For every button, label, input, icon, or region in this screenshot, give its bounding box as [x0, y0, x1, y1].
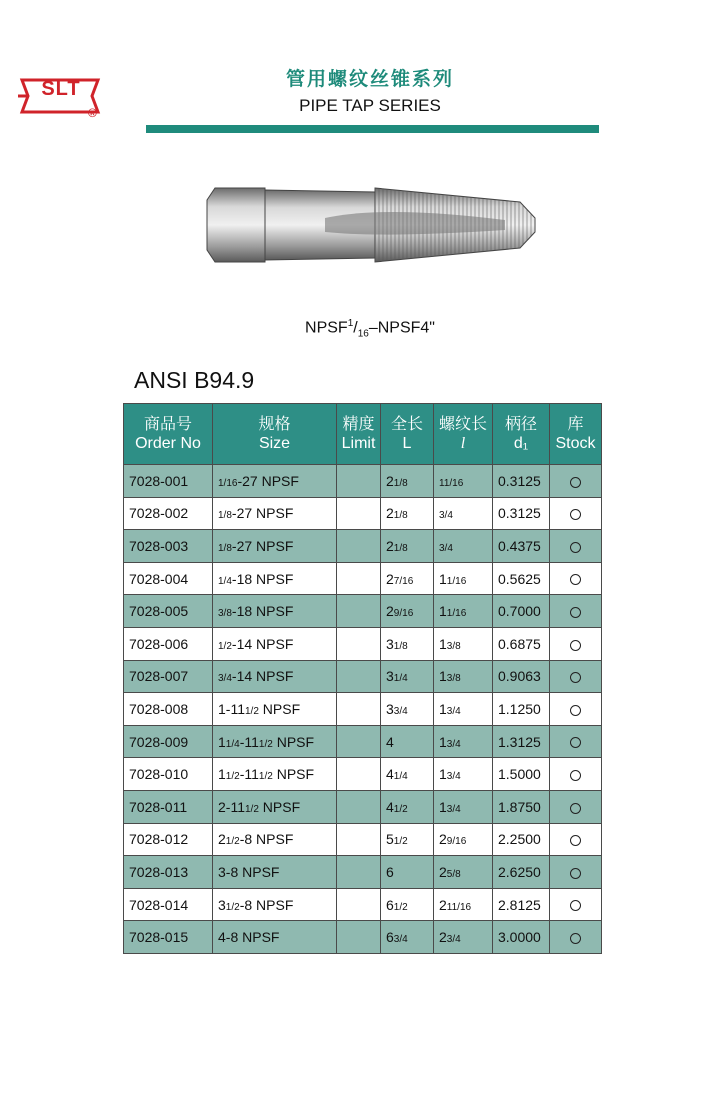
order-no-cell: 7028-002 [124, 497, 213, 530]
cell-text: -27 NPSF [231, 537, 294, 554]
column-header-cn: 商品号 [143, 414, 192, 433]
cell-text: 3/4 [446, 738, 461, 750]
table-row [124, 790, 602, 823]
cell-text: 3/4 [446, 803, 461, 815]
page-title-en: PIPE TAP SERIES [299, 96, 441, 115]
cell-text: 1 [439, 798, 447, 815]
cell-text: 1-11 [218, 700, 245, 717]
stock-cell [550, 660, 602, 693]
cell-text: NPSF [272, 766, 315, 783]
cell-text: 1/16 [446, 608, 467, 620]
column-header [550, 404, 602, 465]
limit-cell [337, 725, 381, 758]
table-row [124, 530, 602, 563]
thread-length-cell [434, 627, 493, 660]
limit-cell [337, 921, 381, 954]
column-header [124, 404, 213, 465]
stock-circle-icon [570, 803, 581, 814]
order-no-cell: 7028-007 [124, 660, 213, 693]
stock-cell [550, 790, 602, 823]
size-cell [213, 497, 337, 530]
overall-length-cell [381, 530, 434, 563]
stock-cell [550, 758, 602, 791]
cell-text: 1/4 [225, 738, 240, 750]
table-row [124, 497, 602, 530]
overall-length-cell [381, 921, 434, 954]
cell-text: -8 NPSF [239, 831, 294, 848]
stock-circle-icon [570, 640, 581, 651]
thread-length-cell [434, 856, 493, 889]
cell-text: 3/4 [393, 705, 408, 717]
overall-length-cell [381, 758, 434, 791]
page-title-cn: 管用螺纹丝锥系列 [285, 68, 454, 90]
size-cell [213, 921, 337, 954]
cell-text: 3/4 [446, 934, 461, 946]
table-row [124, 725, 602, 758]
cell-text: 1 [439, 635, 447, 652]
cell-text: NPSF [272, 733, 315, 750]
cell-text: 1 [439, 668, 447, 685]
stock-circle-icon [570, 509, 581, 520]
cell-text: 3 [386, 668, 394, 685]
overall-length-cell [381, 856, 434, 889]
cell-text: 1/8 [393, 542, 408, 554]
cell-text: 1/2 [393, 901, 408, 913]
cell-text: 2 [439, 863, 447, 880]
limit-cell [337, 856, 381, 889]
stock-circle-icon [570, 705, 581, 716]
cell-text: 2 [439, 929, 447, 946]
shank-diameter-cell: 0.6875 [493, 627, 550, 660]
table-body [124, 465, 602, 954]
shank-diameter-cell: 1.1250 [493, 693, 550, 726]
column-header-en: Order No [135, 435, 201, 452]
size-cell [213, 693, 337, 726]
size-cell [213, 823, 337, 856]
limit-cell [337, 530, 381, 563]
cell-text: 1/2 [218, 640, 232, 652]
column-header-cn: 全长 [390, 414, 423, 433]
table-row [124, 921, 602, 954]
size-cell [213, 465, 337, 498]
shank-diameter-cell: 0.4375 [493, 530, 550, 563]
stock-circle-icon [570, 835, 581, 846]
size-cell [213, 562, 337, 595]
size-cell [213, 758, 337, 791]
column-header-en: d₁ [513, 435, 529, 452]
order-no-cell: 7028-003 [124, 530, 213, 563]
column-header [493, 404, 550, 465]
cell-text: 7/16 [393, 575, 414, 587]
column-header-en: Limit [341, 435, 376, 452]
cell-text: 6 [386, 896, 394, 913]
cell-text: -27 NPSF [237, 472, 299, 489]
cell-text: NPSF [258, 700, 301, 717]
stock-circle-icon [570, 672, 581, 683]
limit-cell [337, 595, 381, 628]
thread-length-cell [434, 888, 493, 921]
cell-text: 1 [439, 603, 447, 620]
order-no-cell: 7028-009 [124, 725, 213, 758]
stock-cell [550, 465, 602, 498]
cell-text: 1/2 [225, 836, 240, 848]
shank-diameter-cell: 2.8125 [493, 888, 550, 921]
overall-length-cell [381, 627, 434, 660]
cell-text: -11 [239, 766, 259, 783]
limit-cell [337, 790, 381, 823]
overall-length-cell [381, 790, 434, 823]
cell-text: -18 NPSF [231, 570, 294, 587]
cell-text: -11 [239, 733, 259, 750]
shank-diameter-cell: 0.3125 [493, 497, 550, 530]
cell-text: 9/16 [446, 836, 467, 848]
cell-text: 1 [439, 700, 447, 717]
thread-length-cell [434, 497, 493, 530]
column-header [434, 404, 493, 465]
thread-length-cell [434, 465, 493, 498]
table-row [124, 562, 602, 595]
overall-length-cell [381, 823, 434, 856]
cell-text: 3/8 [446, 640, 461, 652]
size-cell [213, 790, 337, 823]
cell-text: 1/2 [244, 803, 259, 815]
thread-length-cell [434, 823, 493, 856]
table-row [124, 758, 602, 791]
logo-text: SLT [41, 78, 81, 100]
thread-length-cell [434, 921, 493, 954]
cell-text: 1/2 [258, 738, 273, 750]
cell-text: 1/8 [218, 542, 232, 554]
cell-text: 1/4 [218, 575, 232, 587]
cell-text: 2 [439, 831, 447, 848]
cell-text: 3/4 [439, 510, 453, 522]
cell-text: 3 [218, 896, 226, 913]
thread-length-cell [434, 562, 493, 595]
size-cell [213, 856, 337, 889]
size-cell [213, 725, 337, 758]
cell-text: 1 [218, 733, 226, 750]
table-header-row [124, 404, 602, 465]
column-header [337, 404, 381, 465]
cell-text: 1/16 [446, 575, 467, 587]
order-no-cell: 7028-014 [124, 888, 213, 921]
thread-length-cell [434, 790, 493, 823]
cell-text: 9/16 [393, 608, 414, 620]
cell-text: -14 NPSF [231, 668, 294, 685]
order-no-cell: 7028-004 [124, 562, 213, 595]
cell-text: 3/4 [393, 934, 408, 946]
order-no-cell: 7028-013 [124, 856, 213, 889]
stock-cell [550, 530, 602, 563]
cell-text: NPSF [258, 798, 301, 815]
cell-text: 1/2 [258, 771, 273, 783]
column-header-cn: 精度 [342, 414, 375, 433]
cell-text: 2 [218, 831, 226, 848]
pipe-tap-image [205, 180, 545, 275]
cell-text: 4 [386, 766, 394, 783]
cell-text: 2 [439, 896, 447, 913]
thread-length-cell [434, 758, 493, 791]
table-row [124, 856, 602, 889]
table-row [124, 660, 602, 693]
table-row [124, 627, 602, 660]
shank-diameter-cell: 0.7000 [493, 595, 550, 628]
limit-cell [337, 660, 381, 693]
column-header-cn: 规格 [258, 414, 291, 433]
table-row [124, 595, 602, 628]
column-header-cn: 库 [567, 414, 584, 433]
cell-text: 1/4 [393, 771, 408, 783]
stock-cell [550, 888, 602, 921]
stock-cell [550, 497, 602, 530]
thread-length-cell [434, 595, 493, 628]
limit-cell [337, 497, 381, 530]
cell-text: 3/8 [218, 608, 232, 620]
overall-length-cell [381, 693, 434, 726]
column-header-cn: 柄径 [504, 414, 537, 433]
cell-text: 1/2 [393, 836, 408, 848]
shank-diameter-cell: 2.2500 [493, 823, 550, 856]
order-no-cell: 7028-008 [124, 693, 213, 726]
cell-text: 1/4 [393, 673, 408, 685]
stock-circle-icon [570, 900, 581, 911]
stock-circle-icon [570, 933, 581, 944]
caption-end: –NPSF4" [368, 319, 435, 337]
cell-text: 3 [386, 635, 394, 652]
title-divider [146, 125, 599, 133]
size-cell [213, 530, 337, 563]
shank-diameter-cell: 1.8750 [493, 790, 550, 823]
cell-text: 1 [218, 766, 226, 783]
caption-slash: / [353, 319, 358, 337]
cell-text: 11/16 [439, 477, 464, 489]
stock-circle-icon [570, 607, 581, 618]
cell-text: 1/2 [393, 803, 408, 815]
cell-text: 4 [386, 798, 394, 815]
cell-text: 3/4 [446, 705, 461, 717]
limit-cell [337, 758, 381, 791]
product-range-caption [160, 318, 580, 340]
cell-text: -18 NPSF [231, 603, 294, 620]
column-header [381, 404, 434, 465]
thread-length-cell [434, 660, 493, 693]
caption-denominator: 16 [357, 328, 369, 340]
cell-text: 4 [386, 733, 394, 750]
caption-numerator: 1 [347, 318, 354, 329]
stock-circle-icon [570, 542, 581, 553]
shank-diameter-cell: 1.3125 [493, 725, 550, 758]
stock-cell [550, 595, 602, 628]
stock-circle-icon [570, 868, 581, 879]
table-row [124, 693, 602, 726]
cell-text: -27 NPSF [231, 505, 294, 522]
stock-circle-icon [570, 477, 581, 488]
spec-table [123, 403, 602, 954]
order-no-cell: 7028-012 [124, 823, 213, 856]
overall-length-cell [381, 465, 434, 498]
cell-text: 3/8 [446, 673, 461, 685]
cell-text: 1 [439, 733, 447, 750]
thread-length-cell [434, 530, 493, 563]
limit-cell [337, 888, 381, 921]
stock-cell [550, 823, 602, 856]
cell-text: 6 [386, 929, 394, 946]
limit-cell [337, 562, 381, 595]
shank-diameter-cell: 1.5000 [493, 758, 550, 791]
stock-cell [550, 725, 602, 758]
shank-diameter-cell: 2.6250 [493, 856, 550, 889]
limit-cell [337, 693, 381, 726]
cell-text: 1 [439, 570, 447, 587]
cell-text: 2 [386, 537, 394, 554]
cell-text: 11/16 [446, 901, 472, 913]
cell-text: 5 [386, 831, 394, 848]
shank-diameter-cell: 0.9063 [493, 660, 550, 693]
cell-text: 1/16 [218, 477, 238, 489]
column-header-en: Size [258, 435, 291, 452]
table-row [124, 888, 602, 921]
caption-start: NPSF [305, 319, 348, 337]
overall-length-cell [381, 595, 434, 628]
stock-circle-icon [570, 737, 581, 748]
cell-text: 3/4 [439, 542, 453, 554]
cell-text: -8 NPSF [239, 896, 294, 913]
shank-diameter-cell: 0.5625 [493, 562, 550, 595]
cell-text: 3/4 [446, 771, 461, 783]
stock-cell [550, 627, 602, 660]
column-header-cn: 螺纹长 [438, 414, 487, 433]
cell-text: 2 [386, 472, 394, 489]
cell-text: 1/8 [218, 510, 232, 522]
cell-text: 2-11 [218, 798, 245, 815]
cell-text: 1 [439, 766, 447, 783]
overall-length-cell [381, 660, 434, 693]
cell-text: 2 [386, 570, 394, 587]
cell-text: 2 [386, 603, 394, 620]
table-row [124, 465, 602, 498]
size-cell [213, 888, 337, 921]
column-header-en: Stock [555, 435, 596, 452]
order-no-cell: 7028-010 [124, 758, 213, 791]
size-cell [213, 595, 337, 628]
limit-cell [337, 627, 381, 660]
cell-text: 6 [386, 863, 394, 880]
column-header-en: l [460, 435, 466, 452]
cell-text: 1/8 [393, 640, 408, 652]
shank-diameter-cell: 0.3125 [493, 465, 550, 498]
cell-text: 3-8 NPSF [218, 863, 280, 880]
order-no-cell: 7028-006 [124, 627, 213, 660]
cell-text: 3/4 [218, 673, 232, 685]
stock-circle-icon [570, 574, 581, 585]
cell-text: 5/8 [446, 868, 461, 880]
order-no-cell: 7028-005 [124, 595, 213, 628]
stock-cell [550, 921, 602, 954]
cell-text: 1/2 [244, 705, 259, 717]
cell-text: 2 [386, 505, 394, 522]
overall-length-cell [381, 562, 434, 595]
shank-diameter-cell: 3.0000 [493, 921, 550, 954]
cell-text: -14 NPSF [231, 635, 294, 652]
overall-length-cell [381, 497, 434, 530]
column-header-en: L [402, 435, 412, 452]
cell-text: 1/8 [393, 510, 408, 522]
cell-text: 1/2 [225, 901, 240, 913]
thread-length-cell [434, 725, 493, 758]
stock-cell [550, 562, 602, 595]
limit-cell [337, 465, 381, 498]
cell-text: 4-8 NPSF [218, 929, 280, 946]
order-no-cell: 7028-001 [124, 465, 213, 498]
size-cell [213, 660, 337, 693]
stock-cell [550, 693, 602, 726]
stock-circle-icon [570, 770, 581, 781]
order-no-cell: 7028-015 [124, 921, 213, 954]
registered-mark: ® [88, 106, 97, 120]
cell-text: 1/2 [225, 771, 240, 783]
cell-text: 3 [386, 700, 394, 717]
thread-length-cell [434, 693, 493, 726]
size-cell [213, 627, 337, 660]
limit-cell [337, 823, 381, 856]
overall-length-cell [381, 888, 434, 921]
column-header [213, 404, 337, 465]
standard-label: ANSI B94.9 [134, 367, 255, 393]
order-no-cell: 7028-011 [124, 790, 213, 823]
cell-text: 1/8 [393, 477, 408, 489]
overall-length-cell [381, 725, 434, 758]
stock-cell [550, 856, 602, 889]
table-row [124, 823, 602, 856]
